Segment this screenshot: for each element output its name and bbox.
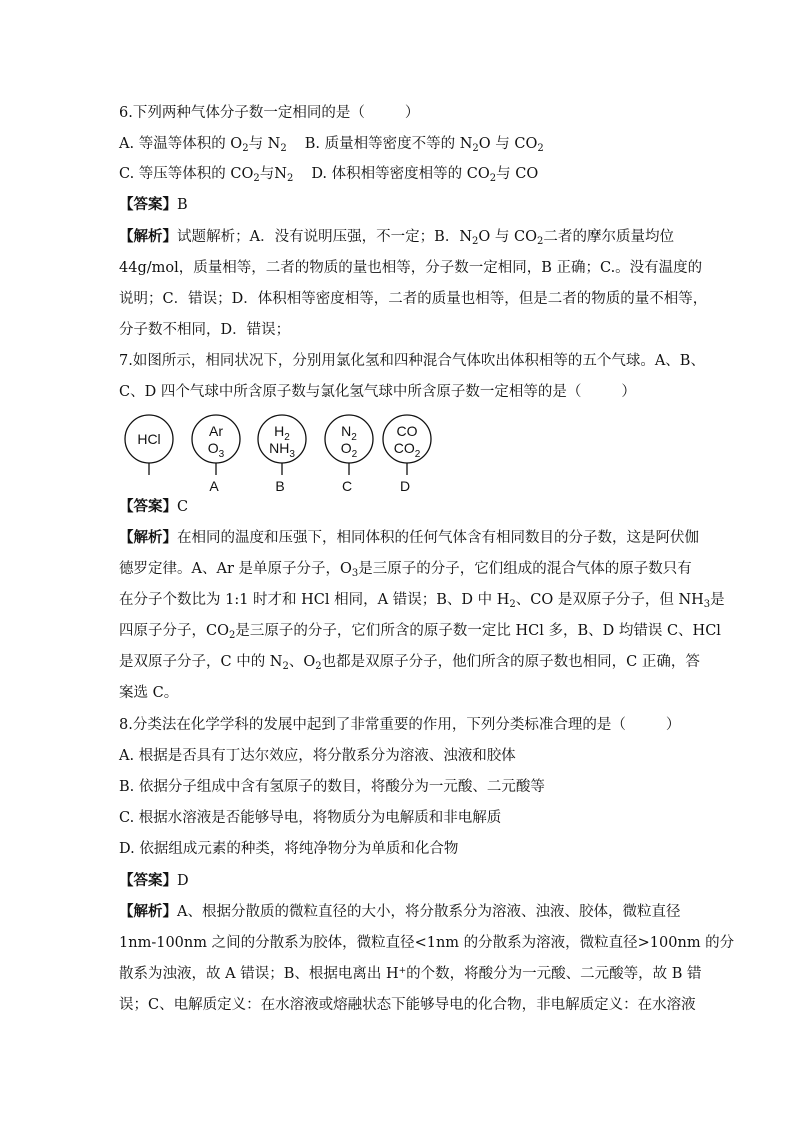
q6-option-c: C. 等压等体积的 $CO_2$与$N_2$	[119, 166, 294, 184]
balloon-label: B	[275, 478, 285, 494]
balloon-gas-line2: $O_2$	[340, 440, 358, 460]
q7-stem-line2: C、D 四个气球中所含原子数与氯化氢气球中所含原子数一定相等的是（ ）	[119, 384, 636, 400]
q6-analysis-line2: 44g/mol，质量相等，二者的物质的量也相等，分子数一定相同，B 正确；C.。没有温度的	[119, 260, 703, 276]
q8-analysis-line4: 误；C、电解质定义：在水溶液或熔融状态下能够导电的化合物，非电解质定义：在水溶液	[119, 997, 696, 1013]
balloon-gas-line2: $CO_2$	[393, 440, 421, 460]
q8-stem: 8.分类法在化学学科的发展中起到了非常重要的作用，下列分类标准合理的是（ ）	[119, 717, 681, 733]
balloon-label: C	[341, 478, 353, 494]
balloon-gas-line1: CO	[396, 423, 418, 439]
q7-analysis-line4: 四原子分子，$CO_2$是三原子的分子，它们所含的原子数一定比 HCl 多，B、D 均错误 C、HCl	[119, 623, 721, 641]
q8-answer: 【答案】D	[119, 872, 189, 889]
q6-answer: 【答案】B	[119, 196, 188, 213]
q7-analysis-line2: 德罗定律。A、Ar 是单原子分子，$O_3$是三原子的分子，它们组成的混合气体的原子数只有	[119, 561, 692, 579]
balloon-label: D	[399, 478, 411, 494]
q6-options-ab	[119, 134, 544, 154]
balloon-figure	[119, 413, 449, 495]
q6-option-d: D. 体积相等密度相等的 $CO_2$与 CO	[311, 166, 539, 184]
balloon-b	[258, 415, 306, 494]
q8-analysis-line1: 【解析】A、根据分散质的微粒直径的大小，将分散系分为溶液、浊液、胶体，微粒直径	[119, 903, 681, 920]
q6-analysis-line3: 说明；C．错误；D．体积相等密度相等，二者的质量也相等，但是二者的物质的量不相等，	[119, 291, 708, 307]
q7-analysis-line3: 在分子个数比为 1:1 时才和 HCl 相同，A 错误；B、D 中 $H_2$、CO 是双原子分子，但 $NH_3$是	[119, 592, 725, 610]
balloon-d	[383, 415, 431, 494]
q8-option-a: A. 根据是否具有丁达尔效应，将分散系分为溶液、浊液和胶体	[119, 748, 516, 764]
balloon-a	[192, 415, 240, 494]
q8-option-d: D. 依据组成元素的种类，将纯净物分为单质和化合物	[119, 841, 459, 857]
balloon-hcl	[125, 415, 173, 475]
balloon-gas-line1: HCl	[137, 431, 161, 447]
q6-analysis-line1: 【解析】试题解析；A．没有说明压强，不一定；B．$N_2O$ 与 $CO_2$二者的摩尔质量均位	[119, 228, 675, 247]
q6-analysis-line4: 分子数不相同，D．错误；	[119, 322, 291, 338]
q6-options-cd	[119, 164, 538, 184]
q6-option-b: B. 质量相等密度不等的 $N_2O$ 与 $CO_2$	[304, 136, 544, 154]
q7-analysis-line6: 案选 C。	[119, 685, 179, 701]
q7-stem-line1: 7.如图所示，相同状况下，分别用氯化氢和四种混合气体吹出体积相等的五个气球。A、B、	[119, 353, 705, 369]
q6-option-a: A. 等温等体积的 $O_2$与 $N_2$	[119, 136, 287, 154]
q7-answer: 【答案】C	[119, 498, 189, 515]
q7-analysis-line5: 是双原子分子，C 中的 $N_2$、$O_2$也都是双原子分子，他们所含的原子数也相同，C 正确，答	[119, 654, 700, 672]
q8-analysis-line3: 散系为浊液，故 A 错误；B、根据电离出 H+的个数，将酸分为一元酸、二元酸等，故 B 错	[119, 966, 702, 982]
balloon-gas-line1: $H_2$	[274, 423, 290, 443]
balloon-c	[325, 415, 373, 494]
q6-stem: 6.下列两种气体分子数一定相同的是（ ）	[119, 105, 420, 121]
balloon-gas-line2: $O_3$	[207, 440, 225, 460]
q8-option-b: B. 依据分子组成中含有氢原子的数目，将酸分为一元酸、二元酸等	[119, 779, 545, 795]
balloon-label: A	[209, 478, 219, 494]
q8-analysis-line2: 1nm-100nm 之间的分散系为胶体，微粒直径<1nm 的分散系为溶液，微粒直径>100nm 的分	[119, 935, 735, 951]
q8-option-c: C. 根据水溶液是否能够导电，将物质分为电解质和非电解质	[119, 810, 502, 826]
balloon-gas-line1: $N_2$	[341, 423, 357, 443]
balloon-gas-line2: $NH_3$	[269, 440, 295, 460]
balloon-gas-line1: Ar	[209, 423, 223, 439]
q7-analysis-line1: 【解析】在相同的温度和压强下，相同体积的任何气体含有相同数目的分子数，这是阿伏伽	[119, 529, 699, 546]
